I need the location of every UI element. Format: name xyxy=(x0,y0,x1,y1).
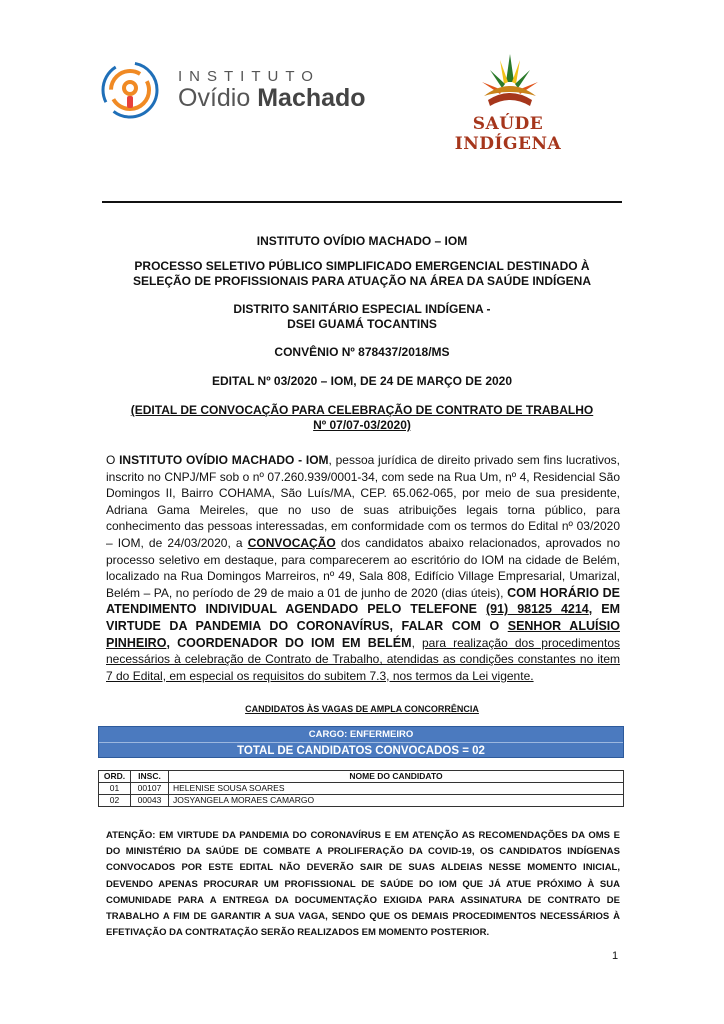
table-row xyxy=(99,795,624,807)
process-heading-line1: PROCESSO SELETIVO PÚBLICO SIMPLIFICADO EMERGENCIAL DESTINADO À xyxy=(134,259,590,273)
iom-logo-line2: Ovídio Machado xyxy=(178,84,366,112)
institute-heading: INSTITUTO OVÍDIO MACHADO – IOM xyxy=(256,234,468,248)
edital-heading: EDITAL Nº 03/2020 – IOM, DE 24 DE MARÇO DE 2020 xyxy=(211,374,513,388)
cell-insc: 00043 xyxy=(131,795,169,807)
convocation-paragraph: O INSTITUTO OVÍDIO MACHADO - IOM, pessoa jurídica de direito privado sem fins lucrativos, inscrito no CNPJ/MF sob o nº 07.260.939/0001-34, com sede na Rua Um, nº 4, Residencial São Domingos II, Bairro COHAMA, São Luís/MA, CEP. 65.062-065, por meio de sua presidente, Adriana Gama Meireles, que no uso de suas atribuições legais torna público, para conhecimento das pessoas interessadas, em conformidade com os termos do Edital nº 03/2020 – IOM, de 24/03/2020, a CONVOCAÇÃO dos candidatos abaixo relacionados, aprovados no processo seletivo em destaque, para comparecerem ao escritório do IOM na cidade de Belém, localizado na Rua Domingos Marreiros, nº 49, Sala 808, Edifício Village Empresarial, Umarizal, Belém – PA, no período de 29 de maio a 01 de junho de 2020 (dias úteis), COM HORÁRIO DE ATENDIMENTO INDIVIDUAL AGENDADO PELO TELEFONE (91) 98125 4214, EM VIRTUDE DA PANDEMIA DO CORONAVÍRUS, FALAR COM O SENHOR ALUÍSIO PINHEIRO, COORDENADOR DO IOM EM BELÉM, para realização dos procedimentos necessários à celebração de Contrato de Trabalho, atendidas as condições constantes no item 7 do Edital, em especial os requisitos do subitem 7.3, nos termos da Lei vigente. xyxy=(106,453,620,683)
cargo-label: CARGO: ENFERMEIRO xyxy=(99,727,623,743)
district-heading-line1: DISTRITO SANITÁRIO ESPECIAL INDÍGENA - xyxy=(233,302,491,316)
col-header-ord: ORD. xyxy=(99,771,131,783)
total-convocados-label: TOTAL DE CANDIDATOS CONVOCADOS = 02 xyxy=(237,745,485,757)
cell-nome: HELENISE SOUSA SOARES xyxy=(169,783,624,795)
iom-logo xyxy=(100,60,366,120)
convocacao-word: CONVOCAÇÃO xyxy=(247,535,336,550)
candidates-table xyxy=(98,770,624,807)
table-row xyxy=(99,783,624,795)
process-heading-line2: SELEÇÃO DE PROFISSIONAIS PARA ATUAÇÃO NA ÁREA DA SAÚDE INDÍGENA xyxy=(132,274,592,288)
convocacao-heading-line1: (EDITAL DE CONVOCAÇÃO PARA CELEBRAÇÃO DE CONTRATO DE TRABALHO xyxy=(130,403,594,417)
iom-logo-mark-icon xyxy=(100,60,160,120)
header-divider xyxy=(102,201,622,203)
iom-logo-line1: INSTITUTO xyxy=(178,68,320,85)
col-header-nome: NOME DO CANDIDATO xyxy=(169,771,624,783)
saude-indigena-wordmark: SAÚDE INDÍGENA xyxy=(454,114,562,154)
feather-headdress-icon xyxy=(470,52,550,114)
convocacao-heading-line2: Nº 07/07-03/2020) xyxy=(313,418,411,432)
phone-number: (91) 98125 4214 xyxy=(485,602,589,617)
cargo-banner xyxy=(98,726,624,758)
cell-insc: 00107 xyxy=(131,783,169,795)
contact-name: SENHOR ALUÍSIO PINHEIRO xyxy=(106,618,620,650)
table-header-row xyxy=(99,771,624,783)
cell-ord: 01 xyxy=(99,783,131,795)
cell-nome: JOSYANGELA MORAES CAMARGO xyxy=(169,795,624,807)
page-number: 1 xyxy=(612,950,619,962)
district-heading-line2: DSEI GUAMÁ TOCANTINS xyxy=(287,317,437,331)
col-header-insc: INSC. xyxy=(131,771,169,783)
convenio-heading: CONVÊNIO Nº 878437/2018/MS xyxy=(274,345,450,359)
cell-ord: 02 xyxy=(99,795,131,807)
vagas-section-title: CANDIDATOS ÀS VAGAS DE AMPLA CONCORRÊNCIA xyxy=(245,704,479,714)
saude-indigena-logo xyxy=(428,52,588,152)
institute-name: INSTITUTO OVÍDIO MACHADO - IOM xyxy=(119,453,329,467)
attention-notice: ATENÇÃO: EM VIRTUDE DA PANDEMIA DO CORONAVÍRUS E EM ATENÇÃO AS RECOMENDAÇÕES DA OMS E DO MINISTÉRIO DA SAÚDE DE COMBATE A PROLIFERAÇÃO DA COVID-19, OS CANDIDATOS INDÍGENAS CONVOCADOS POR ESTE EDITAL NÃO DEVERÃO SAIR DE SUAS ALDEIAS NESSE MOMENTO INICIAL, DEVENDO APENAS PROCURAR UM PROFISSIONAL DE SAÚDE DO IOM QUE JÁ ATUE PRÓXIMO À SUA COMUNIDADE PARA A ENTREGA DA DOCUMENTAÇÃO EXIGIDA PARA ASSINATURA DE CONTRATO DE TRABALHO A FIM DE GARANTIR A SUA VAGA, SENDO QUE OS DEMAIS PROCEDIMENTOS NECESSÁRIOS À EFETIVAÇÃO DA CONTRATAÇÃO SERÃO REALIZADOS EM MOMENTO POSTERIOR. xyxy=(106,830,620,939)
